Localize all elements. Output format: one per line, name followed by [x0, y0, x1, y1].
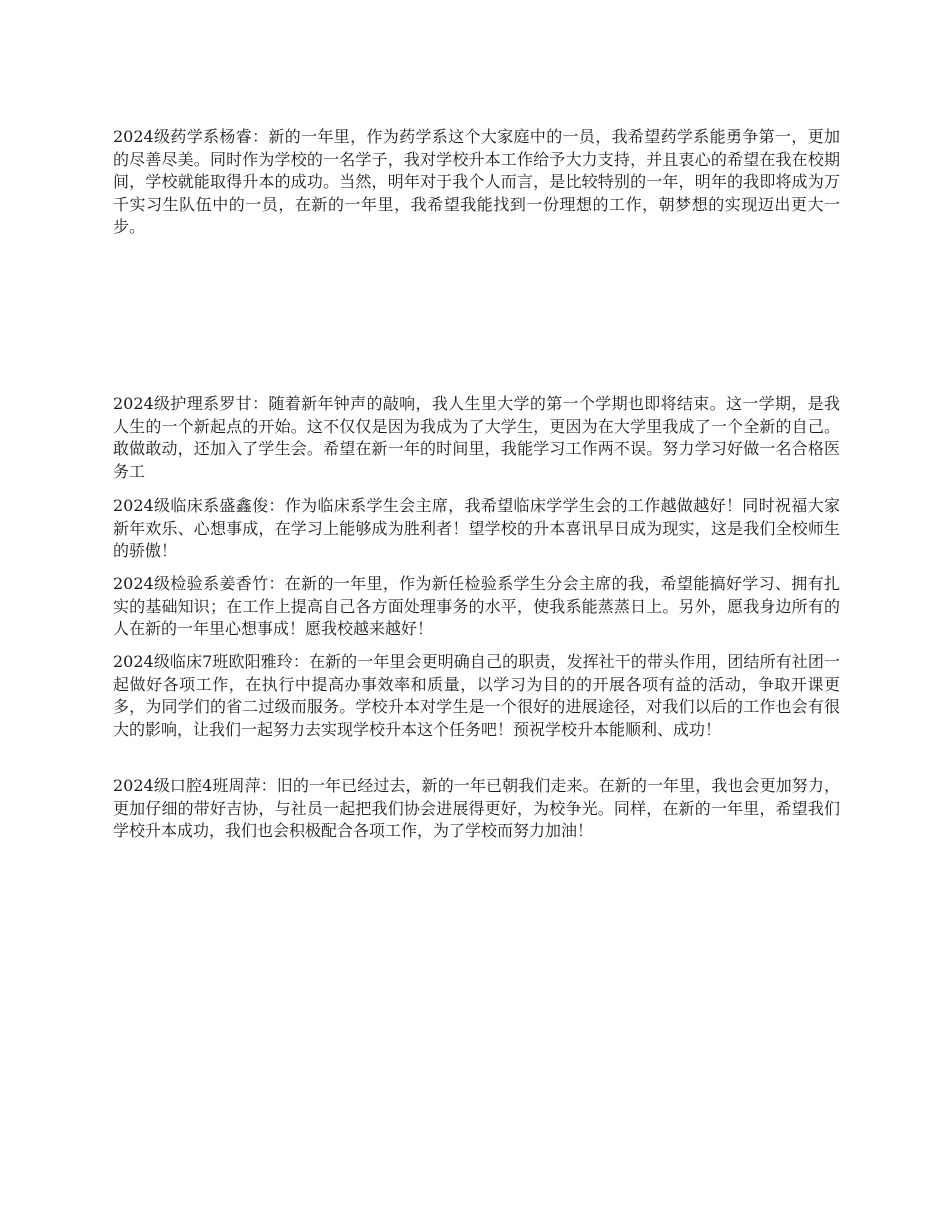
paragraph-pharmacy-yang-rui: 2024级药学系杨睿：新的一年里，作为药学系这个大家庭中的一员，我希望药学系能勇争第一，更加的尽善尽美。同时作为学校的一名学子，我对学校升本工作给予大力支持，并且衷心的希望在我在校期间，学校就能取得升本的成功。当然，明年对于我个人而言，是比较特别的一年，明年的我即将成为万千实习生队伍中的一员，在新的一年里，我希望我能找到一份理想的工作，朝梦想的实现迈出更大一步。: [113, 127, 840, 236]
paragraph-clinical-class7-ouyang-yaling: 2024级临床7班欧阳雅玲：在新的一年里会更明确自己的职责，发挥社干的带头作用，团结所有社团一起做好各项工作，在执行中提高办事效率和质量，以学习为目的的开展各项有益的活动，争取开课更多，为同学们的省二过级而服务。学校升本对学生是一个很好的进展途径，对我们以后的工作也会有很大的影响，让我们一起努力去实现学校升本这个任务吧！预祝学校升本能顺利、成功！: [113, 652, 840, 739]
paragraph-stomatology-class4-zhou-ping: 2024级口腔4班周萍：旧的一年已经过去，新的一年已朝我们走来。在新的一年里，我也会更加努力，更加仔细的带好吉协，与社员一起把我们协会进展得更好，为校争光。同样，在新的一年里，希望我们学校升本成功，我们也会积极配合各项工作，为了学校而努力加油！: [113, 776, 840, 840]
paragraph-clinical-sheng-xinjun: 2024级临床系盛鑫俊：作为临床系学生会主席，我希望临床学学生会的工作越做越好！同时祝福大家新年欢乐、心想事成，在学习上能够成为胜利者！望学校的升本喜讯早日成为现实，这是我们全校师生的骄傲！: [113, 496, 840, 560]
paragraph-nursing-luo-gan: 2024级护理系罗甘：随着新年钟声的敲响，我人生里大学的第一个学期也即将结束。这一学期，是我人生的一个新起点的开始。这不仅仅是因为我成为了大学生，更因为在大学里我成了一个全新的自己。敢做敢动，还加入了学生会。希望在新一年的时间里，我能学习工作两不误。努力学习好做一名合格医务工: [113, 394, 840, 481]
paragraph-laboratory-jiang-xiangzhu: 2024级检验系姜香竹：在新的一年里，作为新任检验系学生分会主席的我，希望能搞好学习、拥有扎实的基础知识；在工作上提高自己各方面处理事务的水平，使我系能蒸蒸日上。另外，愿我身边所有的人在新的一年里心想事成！愿我校越来越好！: [113, 574, 840, 638]
